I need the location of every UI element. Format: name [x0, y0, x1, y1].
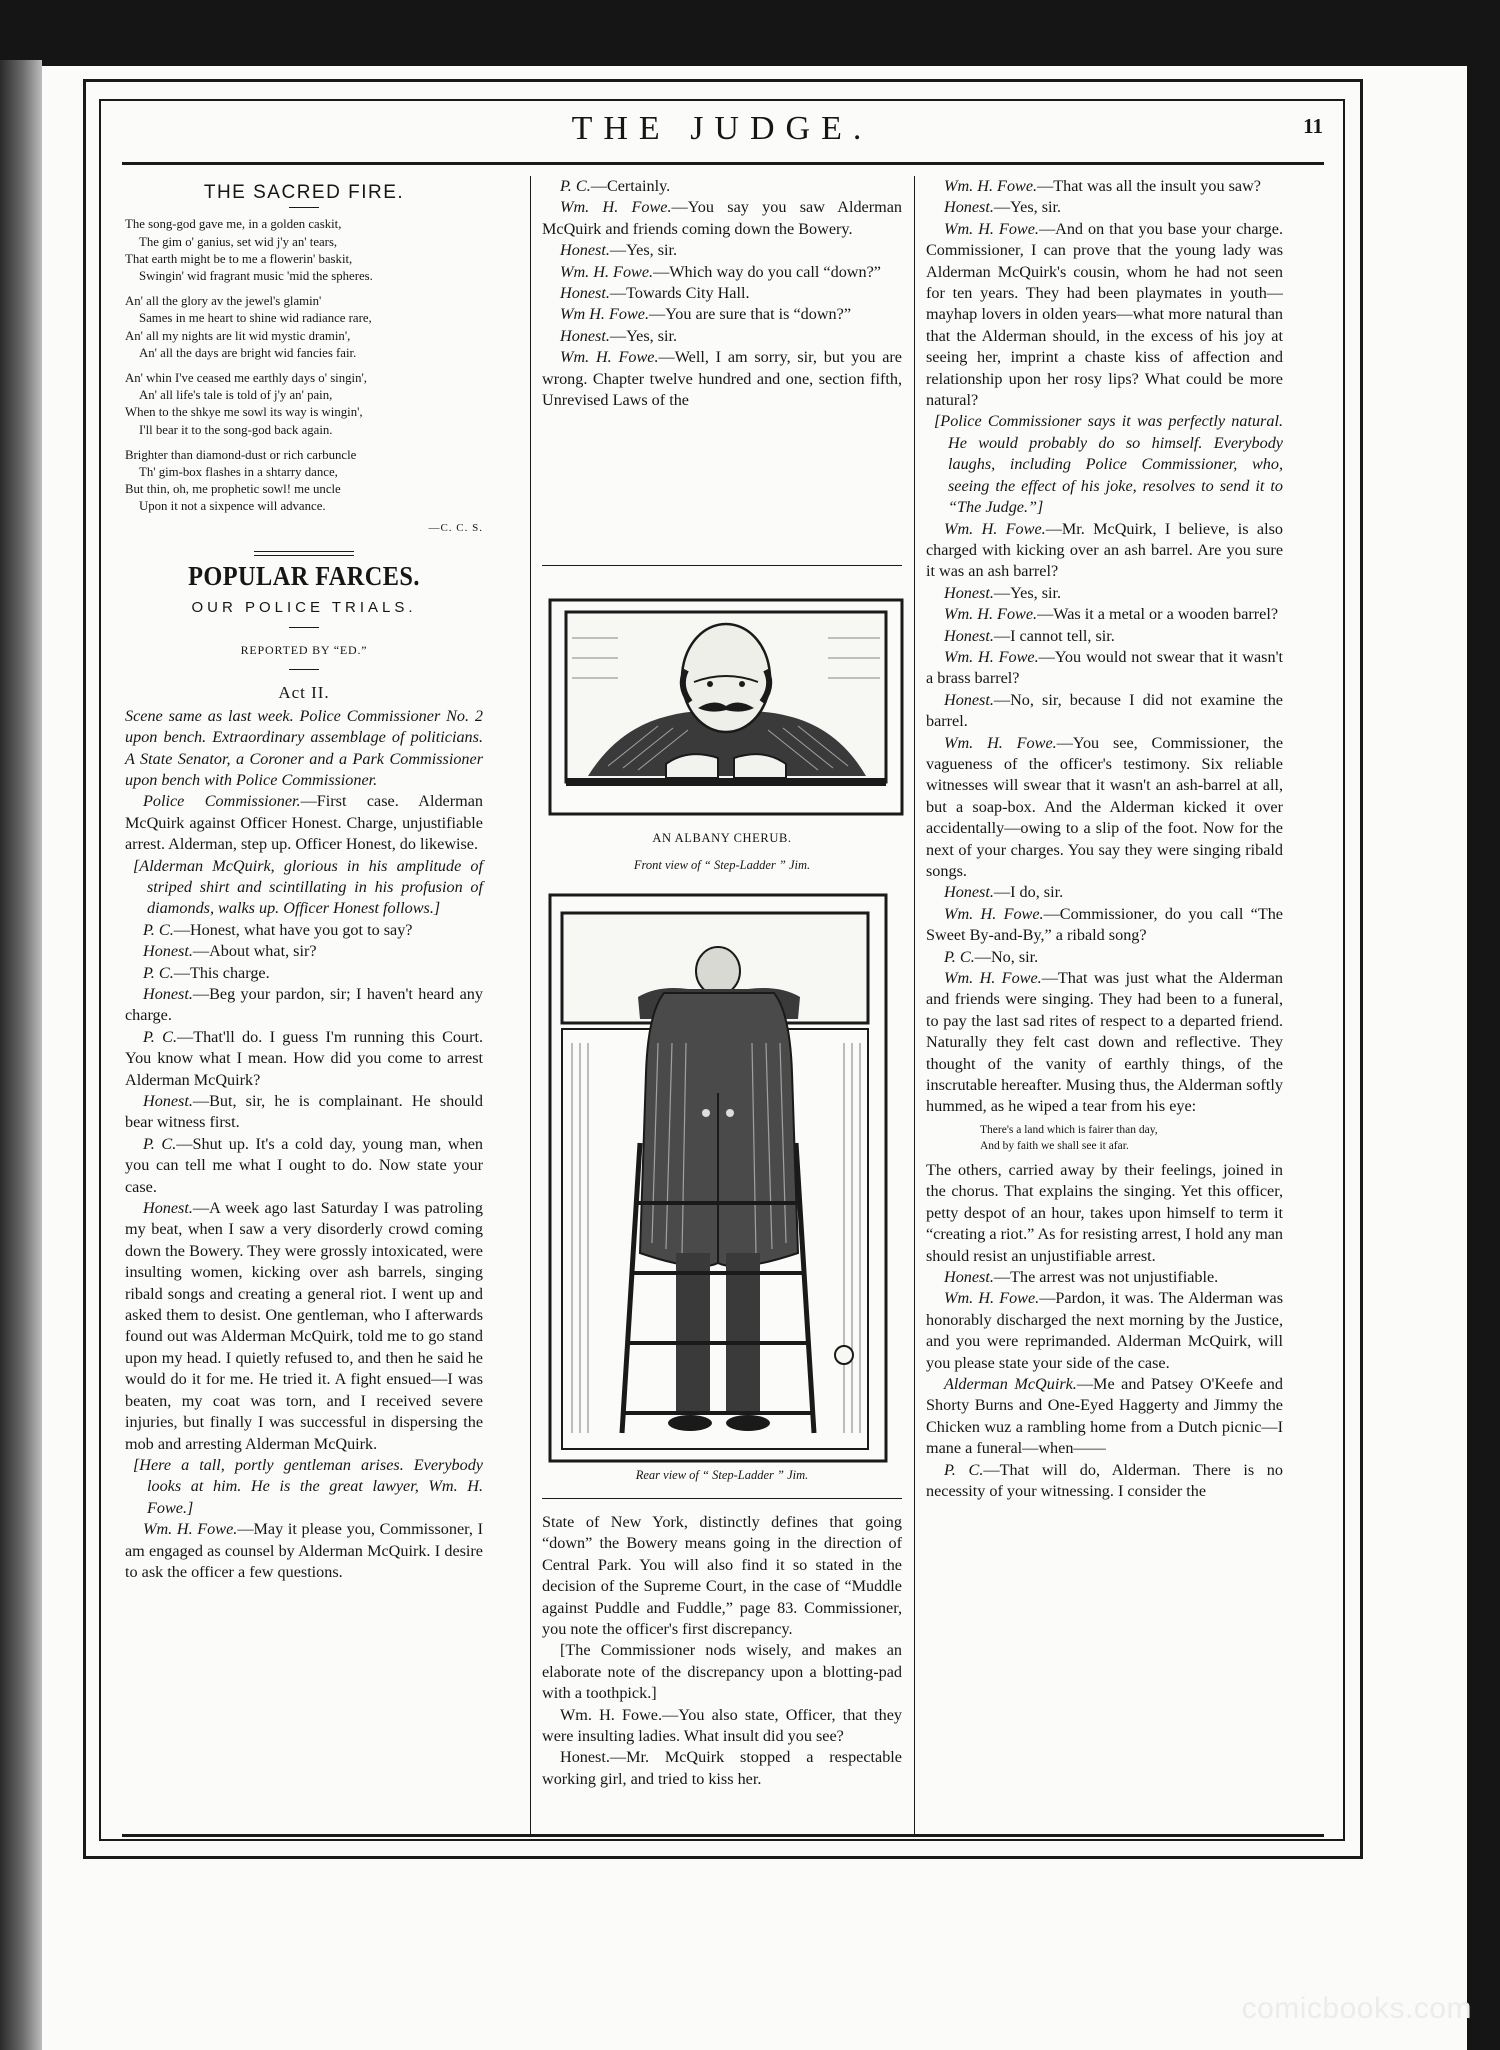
stage-direction — [125, 706, 483, 792]
poem-line: I'll bear it to the song-god back again. — [139, 422, 333, 437]
line-text: —Me and Patsey O'Keefe and Shorty Burns and One-Eyed Haggerty and Jimmy the Chicken wuz a rambling home from a Dutch picnic—I mane a funeral—when—— — [926, 1374, 1283, 1458]
poem-line: Th' gim-box flashes in a shtarry dance, — [139, 465, 338, 480]
article-byline: REPORTED BY “ED.” — [240, 642, 368, 657]
poem-title-rule — [289, 207, 319, 208]
line-text: —Towards City Hall. — [609, 284, 750, 303]
speaker-name: Wm. H. Fowe. — [560, 348, 659, 367]
line-text: —Well, I am sorry, sir, but you are wrong. Chapter twelve hundred and one, section fifth, Unrevised Laws of the — [542, 348, 902, 410]
song-line: And by faith we shall see it afar. — [980, 1139, 1129, 1152]
line-text: —I do, sir. — [993, 883, 1064, 902]
line-text: —You see, Commissioner, the vagueness of the officer's testimony. Six reliable witnesses will swear that it wasn't an ash-barrel at all, but a soap-box. And the Alderman kicked it over accidentally—owing to a slip of the foot. Now for the next of your charges. You say they were singing ribald songs. — [926, 733, 1284, 880]
speaker-name: Wm. H. Fowe. — [560, 1705, 662, 1724]
section-double-rule — [254, 551, 354, 556]
line-text: —I cannot tell, sir. — [993, 626, 1115, 645]
poem-line: An' whin I've ceased me earthly days o' singin', — [125, 371, 367, 386]
speaker-name: Honest. — [944, 690, 994, 709]
speaker-name: P. C. — [143, 920, 174, 939]
speaker-name: P. C. — [143, 1134, 177, 1153]
speaker-name: Honest. — [143, 1092, 193, 1110]
column-3 — [926, 176, 1283, 1502]
line-text: —But, sir, he is complainant. He should bear witness first. — [125, 1092, 483, 1132]
speaker-name: P. C. — [143, 963, 174, 982]
column-2-bottom — [542, 1512, 902, 1790]
line-text: —Yes, sir. — [609, 326, 678, 345]
watermark: comicbooks.com — [1241, 1992, 1472, 2025]
dialogue-line — [926, 176, 1283, 197]
stage-direction-text: [Here a tall, portly gentleman arises. Everybody looks at him. He is the great lawyer, Wm. H. Fowe.] — [133, 1455, 483, 1517]
speaker-name: Wm. H. Fowe. — [944, 969, 1042, 988]
speaker-name: Honest. — [560, 1748, 610, 1767]
dialogue-line — [926, 197, 1283, 218]
stage-direction-text: Scene same as last week. Police Commissioner No. 2 upon bench. Extraordinary assemblage of politicians. A State Senator, a Coroner and a Park Commissioner upon bench with Police Commissioner. — [125, 706, 483, 789]
dialogue-line — [125, 791, 483, 855]
line-text: —Yes, sir. — [993, 583, 1062, 602]
poem-line: Swingin' wid fragrant music 'mid the spheres. — [139, 269, 373, 284]
dialogue-line — [926, 1267, 1283, 1288]
dialogue-line — [542, 1705, 902, 1748]
poem-line: Sames in me heart to shine wid radiance rare, — [139, 311, 372, 326]
poem-line: An' all the glory av the jewel's glamin' — [125, 294, 322, 309]
page-bottom-rule — [122, 1834, 1324, 1837]
line-text: —You also state, Officer, that they were insulting ladies. What insult did you see? — [542, 1705, 902, 1746]
speaker-name: Wm. H. Fowe. — [944, 219, 1039, 238]
dialogue-line — [125, 1519, 483, 1583]
speaker-name: Wm. H. Fowe. — [944, 519, 1046, 538]
stage-direction — [926, 411, 1283, 518]
speaker-name: Wm. H. Fowe. — [560, 262, 654, 281]
line-text: —Yes, sir. — [993, 198, 1062, 217]
speaker-name: Wm. H. Fowe. — [944, 1289, 1040, 1308]
stage-direction-text: [Alderman McQuirk, glorious in his amplitude of striped shirt and scintillating in his profusion of diamonds, walks up. Officer Honest follows.] — [133, 856, 483, 918]
poem-body — [125, 216, 483, 515]
speaker-name: Police Commissioner. — [143, 792, 301, 811]
speaker-name: Wm. H. Fowe. — [944, 605, 1038, 624]
dialogue-line — [125, 984, 483, 1027]
line-text: The others, carried away by their feelings, joined in the chorus. That explains the singing. Yet this officer, petty despot of an hour, takes upon himself to term it “creating a riot.” As for resisting arrest, I hold any man should resist an unjustifiable arrest. — [926, 1160, 1283, 1265]
dialogue-line — [542, 326, 902, 347]
masthead-title: THE JUDGE. — [571, 110, 873, 147]
dialogue-line — [542, 283, 902, 304]
line-text: —The arrest was not unjustifiable. — [993, 1267, 1219, 1286]
speaker-name: Honest. — [143, 984, 193, 1003]
paragraph — [926, 1160, 1283, 1267]
masthead-rule — [122, 162, 1324, 165]
speaker-name: Alderman McQuirk. — [944, 1374, 1077, 1393]
dialogue-line — [926, 626, 1283, 647]
poem-line: Brighter than diamond-dust or rich carbuncle — [125, 447, 357, 462]
line-text: —You say you saw Alderman McQuirk and friends coming down the Bowery. — [542, 198, 903, 238]
speaker-name: Wm. H. Fowe. — [944, 733, 1057, 752]
paragraph — [542, 1512, 902, 1640]
poem-line: The gim o' ganius, set wid j'y an' tears, — [139, 234, 338, 249]
line-text: —First case. Alderman McQuirk against Officer Honest. Charge, unjustifiable arrest. Alderman, step up. Officer Honest, do likewise. — [125, 792, 484, 854]
page-shadow-edge — [0, 60, 42, 2050]
subtitle-rule — [289, 627, 319, 628]
article-title: POPULAR FARCES. — [188, 561, 420, 592]
dialogue-line — [542, 197, 902, 240]
line-text: —May it please you, Commissoner, I am engaged as counsel by Alderman McQuirk. I desire to ask the officer a few questions. — [125, 1520, 483, 1581]
poem-title: THE SACRED FIRE. — [203, 182, 405, 203]
dialogue-line — [926, 1374, 1283, 1460]
stage-direction — [542, 1640, 902, 1704]
line-text: —That'll do. I guess I'm running this Court. You know what I mean. How did you come to arrest Alderman McQuirk? — [125, 1027, 483, 1089]
speaker-name: Honest. — [560, 241, 610, 260]
dialogue-line — [926, 882, 1283, 903]
column-divider-2 — [914, 176, 915, 1834]
dialogue-line — [542, 347, 902, 411]
speaker-name: P. C. — [143, 1027, 177, 1046]
poem-stanza — [125, 447, 483, 516]
line-text: —Pardon, it was. The Alderman was honorably discharged the next morning by the Justice, and you were reprimanded. Alderman McQuirk, will you please state your side of the case. — [926, 1289, 1284, 1372]
poem-line: An' all my nights are lit wid mystic dramin', — [125, 328, 351, 343]
dialogue-line — [542, 1747, 902, 1790]
speaker-name: Honest. — [944, 883, 994, 902]
dialogue-line — [926, 1460, 1283, 1503]
byline-rule — [289, 669, 319, 670]
dialogue-line — [125, 1134, 483, 1198]
dialogue-line — [926, 904, 1283, 947]
dialogue-line — [926, 733, 1283, 883]
line-text: —No, sir, because I did not examine the barrel. — [926, 690, 1283, 731]
dialogue-line — [542, 262, 902, 283]
speaker-name: Wm. H. Fowe. — [944, 177, 1038, 195]
page-number: 11 — [1303, 114, 1323, 138]
dialogue-line — [926, 583, 1283, 604]
line-text: —Honest, what have you got to say? — [173, 920, 413, 939]
line-text: —That was just what the Alderman and friends were singing. They had been to a funeral, to pay the last sad rites of respect to a departed friend. Naturally they felt cast down and reflective. They thought of the vanity of earthly things, of the inscrutable hereafter. Musing thus, the Alderman softly hummed, as he wiped a tear from his eye: — [926, 969, 1283, 1116]
speaker-name: Wm. H. Fowe. — [944, 647, 1039, 666]
illustration-bottom-rule — [542, 1498, 902, 1499]
masthead — [99, 100, 1345, 158]
line-text: —Beg your pardon, sir; I haven't heard any charge. — [125, 984, 483, 1025]
dialogue-line — [926, 604, 1283, 625]
line-text: —That was all the insult you saw? — [1037, 177, 1261, 195]
poem-stanza — [125, 293, 483, 362]
line-text: —No, sir. — [974, 947, 1039, 966]
line-text: —Certainly. — [590, 177, 671, 195]
article-subtitle: OUR POLICE TRIALS. — [191, 599, 417, 617]
dialogue-line — [542, 240, 902, 261]
line-text: —Was it a metal or a wooden barrel? — [1037, 605, 1279, 624]
dialogue-line — [542, 304, 902, 325]
line-text: —Shut up. It's a cold day, young man, when you can tell me what I ought to do. Now state your case. — [125, 1134, 483, 1196]
line-text: —Yes, sir. — [609, 241, 678, 260]
speaker-name: Honest. — [944, 583, 994, 602]
poem-line: An' all the days are bright wid fancies fair. — [139, 345, 357, 360]
illustration-subcaption-1: Front view of “ Step-Ladder ” Jim. — [633, 858, 811, 872]
line-text: —You are sure that is “down?” — [649, 305, 852, 324]
column-2-top — [542, 176, 902, 411]
dialogue-line — [125, 1198, 483, 1455]
dialogue-line — [125, 920, 483, 941]
speaker-name: Honest. — [560, 326, 610, 345]
column-divider-1 — [530, 176, 531, 1834]
line-text: —About what, sir? — [192, 942, 317, 961]
speaker-name: Wm. H. Fowe. — [143, 1520, 238, 1539]
illustration-caption-2: Rear view of “ Step-Ladder ” Jim. — [635, 1468, 809, 1482]
speaker-name: P. C. — [944, 947, 975, 966]
speaker-name: Honest. — [560, 284, 610, 303]
line-text: —Mr. McQuirk, I believe, is also charged with kicking over an ash barrel. Are you sure it was an ash barrel? — [926, 519, 1284, 581]
poem-stanza — [125, 216, 483, 285]
dialogue-line — [926, 968, 1283, 1118]
poem-line: But thin, oh, me prophetic sowl! me uncle — [125, 482, 341, 497]
speaker-name: Honest. — [944, 1267, 994, 1286]
poem-signature: —C. C. S. — [428, 521, 483, 534]
illustration-front-view — [548, 598, 904, 816]
stage-direction-text: [The Commissioner nods wisely, and makes an elaborate note of the discrepancy upon a blotting-pad with a toothpick.] — [542, 1641, 902, 1703]
speaker-name: P. C. — [944, 1460, 984, 1479]
poem-stanza — [125, 370, 483, 439]
dialogue-line — [926, 690, 1283, 733]
speaker-name: Honest. — [143, 1199, 193, 1218]
speaker-name: Wm. H. Fowe. — [560, 198, 672, 217]
dialogue-line — [926, 519, 1283, 583]
line-text: —Mr. McQuirk stopped a respectable working girl, and tried to kiss her. — [542, 1748, 902, 1788]
act-heading: Act II. — [278, 683, 330, 703]
line-text: —A week ago last Saturday I was patroling my beat, when I saw a very disorderly crowd coming down the Bowery. They were grossly intoxicated, were insulting women, kicking over ash barrels, singing ribald songs and creating a general riot. I went up and asked them to desist. One gentleman, who I afterwards found out was Alderman McQuirk, told me to go stand upon my head. I quietly refused to, and then he said he would do it for me. He tried it. A fight ensued—I was beaten, my coat was torn, and I received severe injuries, but finally I was successful in dispersing the mob and arresting Alderman McQuirk. — [125, 1199, 483, 1453]
speaker-name: P. C. — [560, 177, 591, 195]
dialogue-line — [125, 1027, 483, 1091]
stage-direction — [125, 1455, 483, 1519]
line-text: —This charge. — [173, 963, 270, 982]
stage-direction — [125, 856, 483, 920]
line-text: —You would not swear that it wasn't a brass barrel? — [926, 647, 1283, 688]
song-line: There's a land which is fairer than day, — [980, 1123, 1158, 1136]
stage-direction-text: [Police Commissioner says it was perfectly natural. He would probably do so himself. Everybody laughs, including Police Commissioner, who, seeing the effect of his joke, resolves to send it to “The Judge.”] — [934, 412, 1283, 517]
dialogue-line — [125, 941, 483, 962]
dialogue-line — [125, 1091, 483, 1134]
dialogue-line — [926, 1288, 1283, 1374]
speaker-name: Honest. — [944, 198, 994, 217]
song-lyric — [926, 1122, 1283, 1154]
poem-line: That earth might be to me a flowerin' baskit, — [125, 251, 353, 266]
column-1 — [125, 176, 483, 1583]
dialogue-line — [926, 647, 1283, 690]
poem-line: The song-god gave me, in a golden caskit, — [125, 217, 342, 232]
line-text: State of New York, distinctly defines that going “down” the Bowery means going in the direction of Central Park. You will also find it so stated in the decision of the Supreme Court, in the case of “Muddle against Puddle and Fuddle,” page 83. Commissioner, you note the officer's first discrepancy. — [542, 1513, 902, 1639]
dialogue-line — [926, 947, 1283, 968]
poem-line: When to the shkye me sowl its way is wingin', — [125, 405, 363, 420]
poem-line: An' all life's tale is told of j'y an' pain, — [139, 388, 333, 403]
line-text: —And on that you base your charge. Commissioner, I can prove that the young lady was Alderman McQuirk's cousin, whom he had not seen for ten years. They had been playmates in youth—mayhap lovers in olden years—what more natural than that the Alderman should, in the excess of his joy at seeing her, imprint a chaste kiss of affection and relationship upon her rosy lips? What could be more natural? — [926, 219, 1283, 410]
illustration-caption-1: AN ALBANY CHERUB. — [652, 831, 792, 845]
speaker-name: Wm. H. Fowe. — [944, 904, 1044, 923]
dialogue-line — [125, 963, 483, 984]
speaker-name: Honest. — [143, 942, 193, 961]
speaker-name: Honest. — [944, 626, 994, 645]
dialogue-line — [542, 176, 902, 197]
poem-line: Upon it not a sixpence will advance. — [139, 499, 326, 514]
speaker-name: Wm H. Fowe. — [560, 305, 650, 324]
line-text: —Which way do you call “down?” — [653, 262, 881, 281]
line-text: —Commissioner, do you call “The Sweet By-and-By,” a ribald song? — [926, 904, 1283, 945]
dialogue-line — [926, 219, 1283, 412]
line-text: —That will do, Alderman. There is no necessity of your witnessing. I consider the — [926, 1460, 1283, 1500]
illustration-rear-view — [548, 893, 888, 1463]
column-1-body — [125, 706, 483, 1584]
illustration-top-rule — [542, 565, 902, 566]
